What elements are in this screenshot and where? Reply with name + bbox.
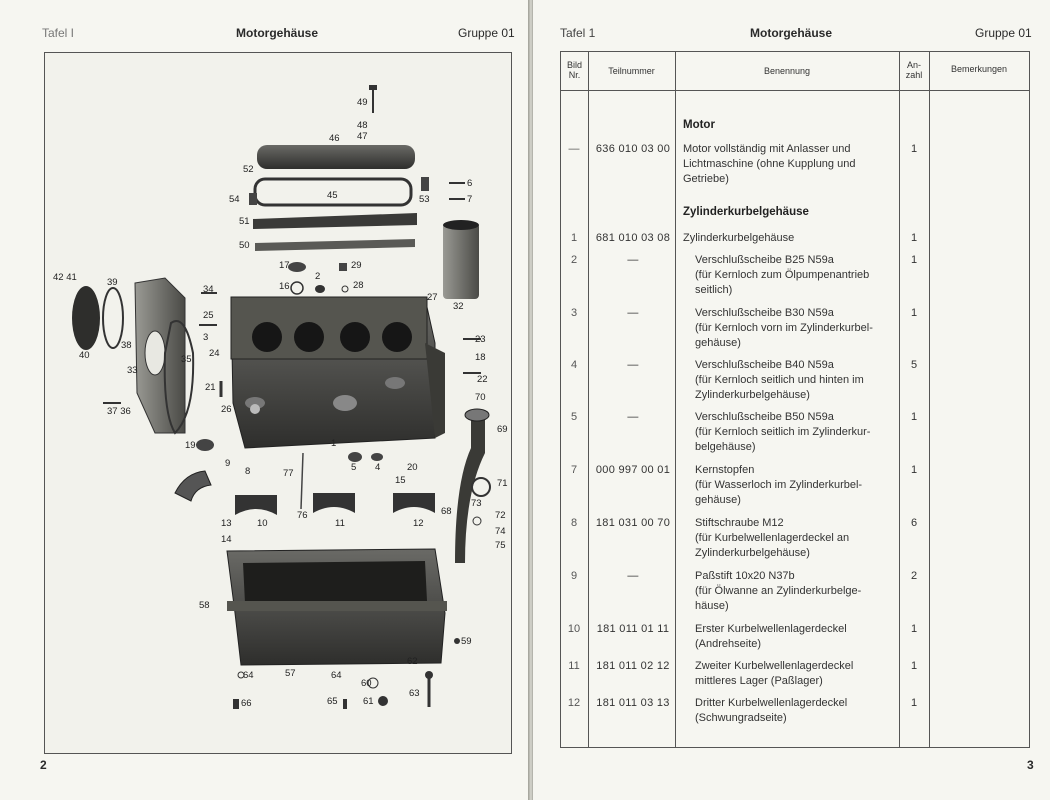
cell-teilnummer: — [627,359,639,371]
cell-teilnummer: — [627,411,639,423]
column-divider [929,52,930,747]
exploded-view-drawing [44,52,512,754]
callout-27: 27 [427,292,438,303]
cell-bild-nr: 7 [570,464,578,476]
group-label: Gruppe 01 [975,26,1032,40]
cell-anzahl: 1 [910,623,918,635]
benennung-line: Erster Kurbelwellenlagerdeckel [695,623,847,635]
benennung-line: mittleres Lager (Paßlager) [695,675,823,687]
callout-47: 47 [357,131,368,142]
cell-anzahl: 1 [910,232,918,244]
cell-benennung [683,142,897,187]
benennung-line: (Andrehseite) [695,638,762,650]
callout-62: 62 [407,656,418,667]
cell-benennung [695,622,897,652]
parts-table [560,51,1030,748]
callout-63: 63 [409,688,420,699]
benennung-line: häuse) [695,600,729,612]
benennung-line: Zylinderkurbelgehäuse [683,232,795,244]
benennung-line: belgehäuse) [695,441,756,453]
callout-21: 21 [205,382,216,393]
benennung-line: Verschlußscheibe B30 N59a [695,307,834,319]
callout-42-41: 42 41 [53,272,77,283]
callout-71: 71 [497,478,508,489]
cell-benennung [695,516,897,561]
cell-bild-nr: 11 [568,660,580,672]
cell-anzahl: 1 [910,411,918,423]
callout-35: 35 [181,354,192,365]
group-label: Gruppe 01 [458,26,515,40]
benennung-line: seitlich) [695,284,733,296]
cell-teilnummer: 181 011 02 12 [596,660,670,672]
callout-33: 33 [127,365,138,376]
callout-73: 73 [471,498,482,509]
callout-40: 40 [79,350,90,361]
column-divider [588,52,589,747]
callout-58: 58 [199,600,210,611]
benennung-line: Kernstopfen [695,464,755,476]
benennung-line: (für Ölwanne an Zylinderkurbelge- [695,585,862,597]
callout-39: 39 [107,277,118,288]
callout-51: 51 [239,216,250,227]
cell-bild-nr: 2 [570,254,578,266]
callout-2: 2 [315,271,321,282]
section-heading-zylinderkurbelgehaeuse: Zylinderkurbelgehäuse [683,206,809,218]
cell-teilnummer: — [627,307,639,319]
callout-70: 70 [475,392,486,403]
cell-teilnummer: 181 011 03 13 [596,697,670,709]
cell-benennung [695,253,897,298]
benennung-line: (für Kernloch zum Ölpumpenantrieb [695,269,870,281]
callout-26: 26 [221,404,232,415]
benennung-line: Verschlußscheibe B25 N59a [695,254,834,266]
callout-76: 76 [297,510,308,521]
benennung-line: gehäuse) [695,337,741,349]
cell-benennung [695,410,897,455]
callout-77: 77 [283,468,294,479]
callout-46: 46 [329,133,340,144]
benennung-line: Dritter Kurbelwellenlagerdeckel [695,697,848,709]
callout-25: 25 [203,310,214,321]
cell-benennung [683,231,897,246]
cell-bild-nr: 12 [567,697,581,709]
benennung-line: Zylinderkurbelgehäuse) [695,389,810,401]
page-number-right: 3 [1027,758,1034,772]
cell-teilnummer: 181 031 00 70 [595,517,671,529]
cell-anzahl: 1 [910,660,918,672]
cell-teilnummer: 636 010 03 00 [595,143,671,155]
callout-38: 38 [121,340,132,351]
benennung-line: (für Kurbelwellenlagerdeckel an [695,532,850,544]
column-header-anzahl: An- zahl [905,60,923,80]
callout-75: 75 [495,540,506,551]
benennung-line: (Schwungradseite) [695,712,787,724]
benennung-line: Stiftschraube M12 [695,517,784,529]
cell-anzahl: 1 [910,143,918,155]
page-number-left: 2 [40,758,47,772]
benennung-line: Zylinderkurbelgehäuse) [695,547,810,559]
callout-14: 14 [221,534,232,545]
column-divider [899,52,900,747]
cell-anzahl: 6 [910,517,918,529]
benennung-line: Motor vollständig mit Anlasser und [683,143,851,155]
benennung-line: Zweiter Kurbelwellenlagerdeckel [695,660,854,672]
plate-label: Tafel 1 [560,26,596,40]
cell-bild-nr: 10 [567,623,581,635]
callout-37-36: 37 36 [107,406,131,417]
callout-52: 52 [243,164,254,175]
callout-12: 12 [413,518,424,529]
cell-benennung [695,659,897,689]
callout-32: 32 [453,301,464,312]
cell-teilnummer: 181 011 01 11 [596,623,670,635]
cell-anzahl: 1 [910,307,918,319]
engine-illustration [45,53,511,753]
cell-teilnummer: — [627,570,639,582]
cell-bild-nr: 9 [570,570,578,582]
cell-bild-nr: 5 [570,411,578,423]
callout-28: 28 [353,280,364,291]
header-divider [561,90,1029,91]
cell-bild-nr: 4 [570,359,578,371]
column-header-teilnummer: Teilnummer [608,66,655,76]
callout-69: 69 [497,424,508,435]
callout-68: 68 [441,506,452,517]
callout-4: 4 [375,462,381,473]
benennung-line: Verschlußscheibe B40 N59a [695,359,834,371]
callout-64-right: 64 [331,670,342,681]
callout-6: 6 [467,178,473,189]
cell-bild-nr: — [568,143,580,155]
cell-anzahl: 1 [910,254,918,266]
callout-11: 11 [335,518,345,529]
callout-49: 49 [357,97,368,108]
benennung-line: (für Kernloch vorn im Zylinderkurbel- [695,322,873,334]
callout-8: 8 [245,466,251,477]
callout-16: 16 [279,281,290,292]
callout-9: 9 [225,458,231,469]
callout-29: 29 [351,260,362,271]
callout-50: 50 [239,240,250,251]
benennung-line: Lichtmaschine (ohne Kupplung und [683,158,856,170]
callout-64-left: 64 [243,670,254,681]
callout-17: 17 [279,260,290,271]
column-header-bild-nr: Bild Nr. [566,60,582,80]
callout-53: 53 [419,194,430,205]
section-heading-motor: Motor [683,119,715,131]
cell-benennung [695,358,897,403]
benennung-line: (für Kernloch seitlich im Zylinderkur- [695,426,871,438]
callout-72: 72 [495,510,506,521]
cell-bild-nr: 1 [570,232,578,244]
callout-48: 48 [357,120,368,131]
callout-24: 24 [209,348,220,359]
cell-bild-nr: 8 [570,517,578,529]
cell-benennung [695,306,897,351]
benennung-line: Verschlußscheibe B50 N59a [695,411,834,423]
benennung-line: (für Kernloch seitlich und hinten im [695,374,864,386]
cell-benennung [695,696,897,726]
callout-15: 15 [395,475,406,486]
benennung-line: (für Wasserloch im Zylinderkurbel- [695,479,863,491]
callout-20: 20 [407,462,418,473]
cell-benennung [695,463,897,508]
callout-19: 19 [185,440,196,451]
callout-66: 66 [241,698,252,709]
callout-74: 74 [495,526,506,537]
cell-benennung [695,569,897,614]
column-header-benennung: Benennung [763,66,811,76]
cell-teilnummer: 681 010 03 08 [595,232,671,244]
callout-34: 34 [203,284,214,295]
callout-22: 22 [477,374,488,385]
cell-teilnummer: — [627,254,639,266]
benennung-line: Getriebe) [683,173,729,185]
callout-3: 3 [203,332,209,343]
benennung-line: Paßstift 10x20 N37b [695,570,795,582]
cell-anzahl: 1 [910,697,918,709]
callout-10: 10 [257,518,268,529]
plate-label: Tafel I [42,26,75,40]
callout-60: 60 [361,678,372,689]
column-header-bemerkungen: Bemerkungen [950,64,1008,74]
cell-anzahl: 1 [910,464,918,476]
callout-5: 5 [351,462,357,473]
callout-57: 57 [285,668,296,679]
callout-45: 45 [327,190,338,201]
callout-18: 18 [475,352,486,363]
benennung-line: gehäuse) [695,494,741,506]
callout-23: 23 [475,334,486,345]
column-divider [675,52,676,747]
cell-anzahl: 5 [910,359,918,371]
callout-7: 7 [467,194,473,205]
cell-bild-nr: 3 [570,307,578,319]
cell-teilnummer: 000 997 00 01 [595,464,671,476]
callout-13: 13 [221,518,232,529]
callout-54: 54 [229,194,240,205]
page-title: Motorgehäuse [750,26,833,40]
callout-65: 65 [327,696,338,707]
page-title: Motorgehäuse [236,26,319,40]
callout-59: 59 [461,636,472,647]
callout-61: 61 [363,696,374,707]
callout-1: 1 [331,438,337,449]
cell-anzahl: 2 [910,570,918,582]
